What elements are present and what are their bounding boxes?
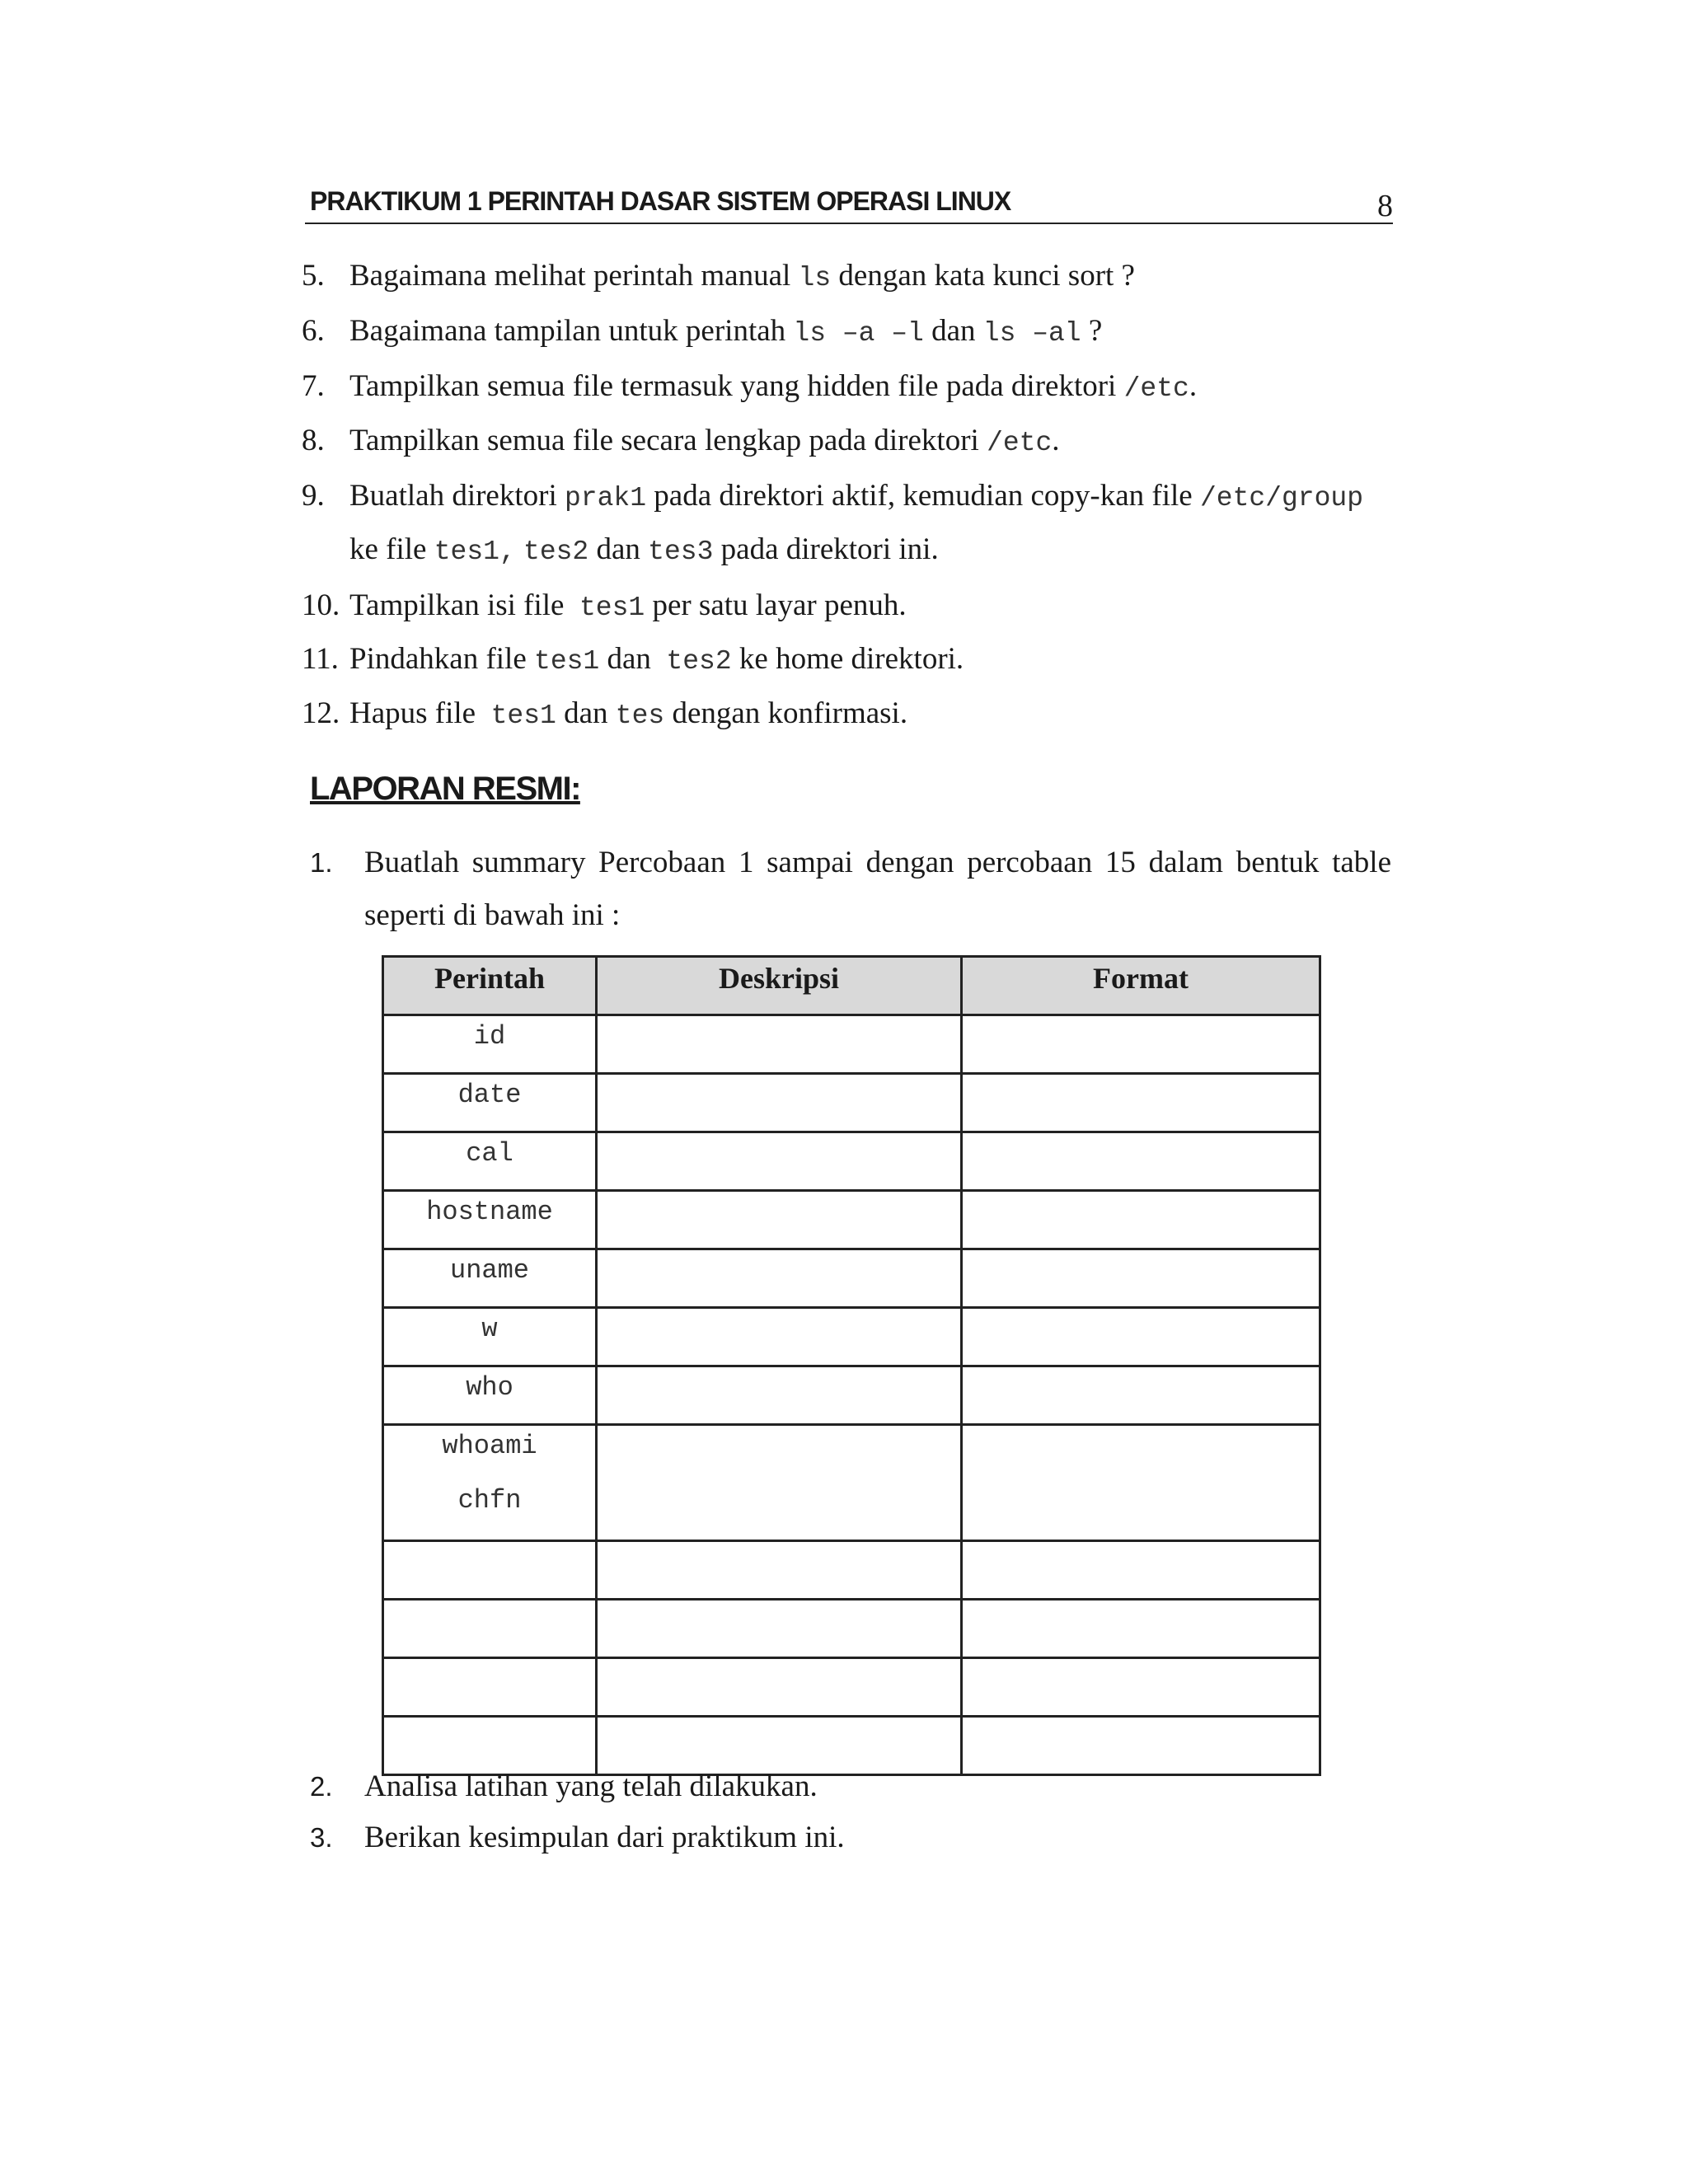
question-text: . [1052,424,1060,457]
question-text: ke home direktori. [731,642,964,676]
table-row [383,1132,1320,1191]
deskripsi-cell [597,1600,962,1658]
question-text [516,532,523,566]
perintah-cell [383,1541,597,1600]
table-row [383,1717,1320,1775]
question-item [302,313,1102,352]
header-format: Format [962,957,1320,1015]
inline-code: prak1 [565,483,647,513]
inline-code: /etc [987,428,1053,458]
table-body [383,1015,1320,1775]
perintah-cell [383,1366,597,1425]
question-number: 9. [302,479,325,513]
command-name: uname [449,1255,529,1286]
question-text: per satu layar penuh. [645,588,907,622]
deskripsi-cell [597,1015,962,1074]
perintah-cell [383,1308,597,1366]
section-heading: LAPORAN RESMI: [310,771,580,807]
perintah-cell [383,1074,597,1132]
list-number: 1. [310,847,333,878]
format-cell [962,1308,1320,1366]
inline-code: ls –al [982,318,1081,349]
header-title: PRAKTIKUM 1 PERINTAH DASAR SISTEM OPERASI LINUX [310,186,1011,216]
format-cell [962,1132,1320,1191]
question-item [302,478,1363,517]
question-text: dan [599,642,667,676]
perintah-cell [383,1015,597,1074]
question-text: pada direktori aktif, kemudian copy-kan file [646,479,1200,513]
question-text: Bagaimana melihat perintah manual [349,259,799,293]
question-number: 10. [302,588,340,622]
perintah-cell [383,1717,597,1775]
inline-code: tes3 [648,537,714,567]
deskripsi-cell [597,1308,962,1366]
deskripsi-cell [597,1191,962,1249]
laporan-item-2-text: Analisa latihan yang telah dilakukan. [364,1769,818,1803]
question-text: Tampilkan semua file secara lengkap pada direktori [349,424,987,457]
question-text: Tampilkan semua file termasuk yang hidden file pada direktori [349,369,1124,403]
inline-code: tes1 [534,646,600,677]
format-cell [962,1717,1320,1775]
question-text: dengan konfirmasi. [664,696,908,730]
perintah-cell [383,1191,597,1249]
table-row [383,1191,1320,1249]
command-name: cal [466,1138,513,1169]
question-number: 6. [302,314,325,348]
question-text: Buatlah direktori [349,479,565,513]
command-name: who [466,1372,513,1403]
laporan-item-3-text: Berikan kesimpulan dari praktikum ini. [364,1821,845,1854]
page-number: 8 [1377,189,1393,223]
table-row [383,1249,1320,1308]
deskripsi-cell [597,1366,962,1425]
table-row [383,1308,1320,1366]
inline-code: ls [798,263,832,293]
laporan-item-1-line-1: Buatlah summary Percobaan 1 sampai dengan percobaan 15 dalam bentuk table [364,846,1391,879]
laporan-item-1-line-2: seperti di bawah ini : [364,898,621,932]
question-text: ke file [349,532,434,566]
command-name: hostname [426,1197,553,1227]
deskripsi-cell [597,1425,962,1541]
header-perintah: Perintah [383,957,597,1015]
format-cell [962,1191,1320,1249]
inline-code: /etc/group [1199,483,1364,513]
question-text: dan [588,532,649,566]
command-name: w [481,1314,498,1344]
list-number: 2. [310,1771,333,1802]
format-cell [962,1249,1320,1308]
format-cell [962,1074,1320,1132]
command-name: date [457,1080,522,1110]
inline-code: tes1 [490,701,556,731]
question-text: pada direktori ini. [713,532,939,566]
question-text: Tampilkan isi file [349,588,579,622]
deskripsi-cell [597,1658,962,1717]
question-text: . [1189,369,1198,403]
inline-code: ls –a –l [793,318,924,349]
list-number: 3. [310,1822,333,1853]
table-row [383,1600,1320,1658]
deskripsi-cell [597,1074,962,1132]
table-row [383,1541,1320,1600]
question-item [302,423,1060,462]
question-number: 8. [302,424,325,457]
table-row [383,1425,1320,1541]
question-item [302,696,907,734]
deskripsi-cell [597,1717,962,1775]
question-text: dengan kata kunci sort ? [831,259,1135,293]
question-item [302,258,1135,297]
question-text: ? [1081,314,1103,348]
inline-code: tes [615,701,665,731]
perintah-cell [383,1658,597,1717]
page-header [305,183,1393,224]
table-row [383,1074,1320,1132]
question-text: Pindahkan file [349,642,535,676]
question-text: Hapus file [349,696,491,730]
question-item [302,368,1197,407]
inline-code: /etc [1123,373,1189,404]
question-item [302,588,907,626]
question-number: 7. [302,369,325,403]
perintah-cell [383,1425,597,1541]
perintah-cell [383,1132,597,1191]
table-row [383,1015,1320,1074]
table-row [383,1658,1320,1717]
command-name: id [473,1021,506,1052]
format-cell [962,1425,1320,1541]
table-header-row [383,957,1320,1015]
format-cell [962,1541,1320,1600]
header-deskripsi: Deskripsi [597,957,962,1015]
question-number: 12. [302,696,340,730]
inline-code: tes1, [434,537,516,567]
question-continuation [349,532,939,570]
format-cell [962,1015,1320,1074]
summary-table [382,955,1321,1776]
table-row [383,1366,1320,1425]
question-text: dan [923,314,983,348]
question-item [302,641,964,680]
perintah-cell [383,1249,597,1308]
format-cell [962,1600,1320,1658]
format-cell [962,1366,1320,1425]
inline-code: tes1 [579,593,645,623]
deskripsi-cell [597,1249,962,1308]
question-text: dan [556,696,616,730]
inline-code: tes2 [523,537,589,567]
question-number: 5. [302,259,325,293]
question-text: Bagaimana tampilan untuk perintah [349,314,794,348]
command-name: chfn [457,1485,522,1516]
deskripsi-cell [597,1541,962,1600]
command-name: whoami [442,1431,537,1461]
question-number: 11. [302,642,339,676]
inline-code: tes2 [666,646,732,677]
format-cell [962,1658,1320,1717]
deskripsi-cell [597,1132,962,1191]
perintah-cell [383,1600,597,1658]
